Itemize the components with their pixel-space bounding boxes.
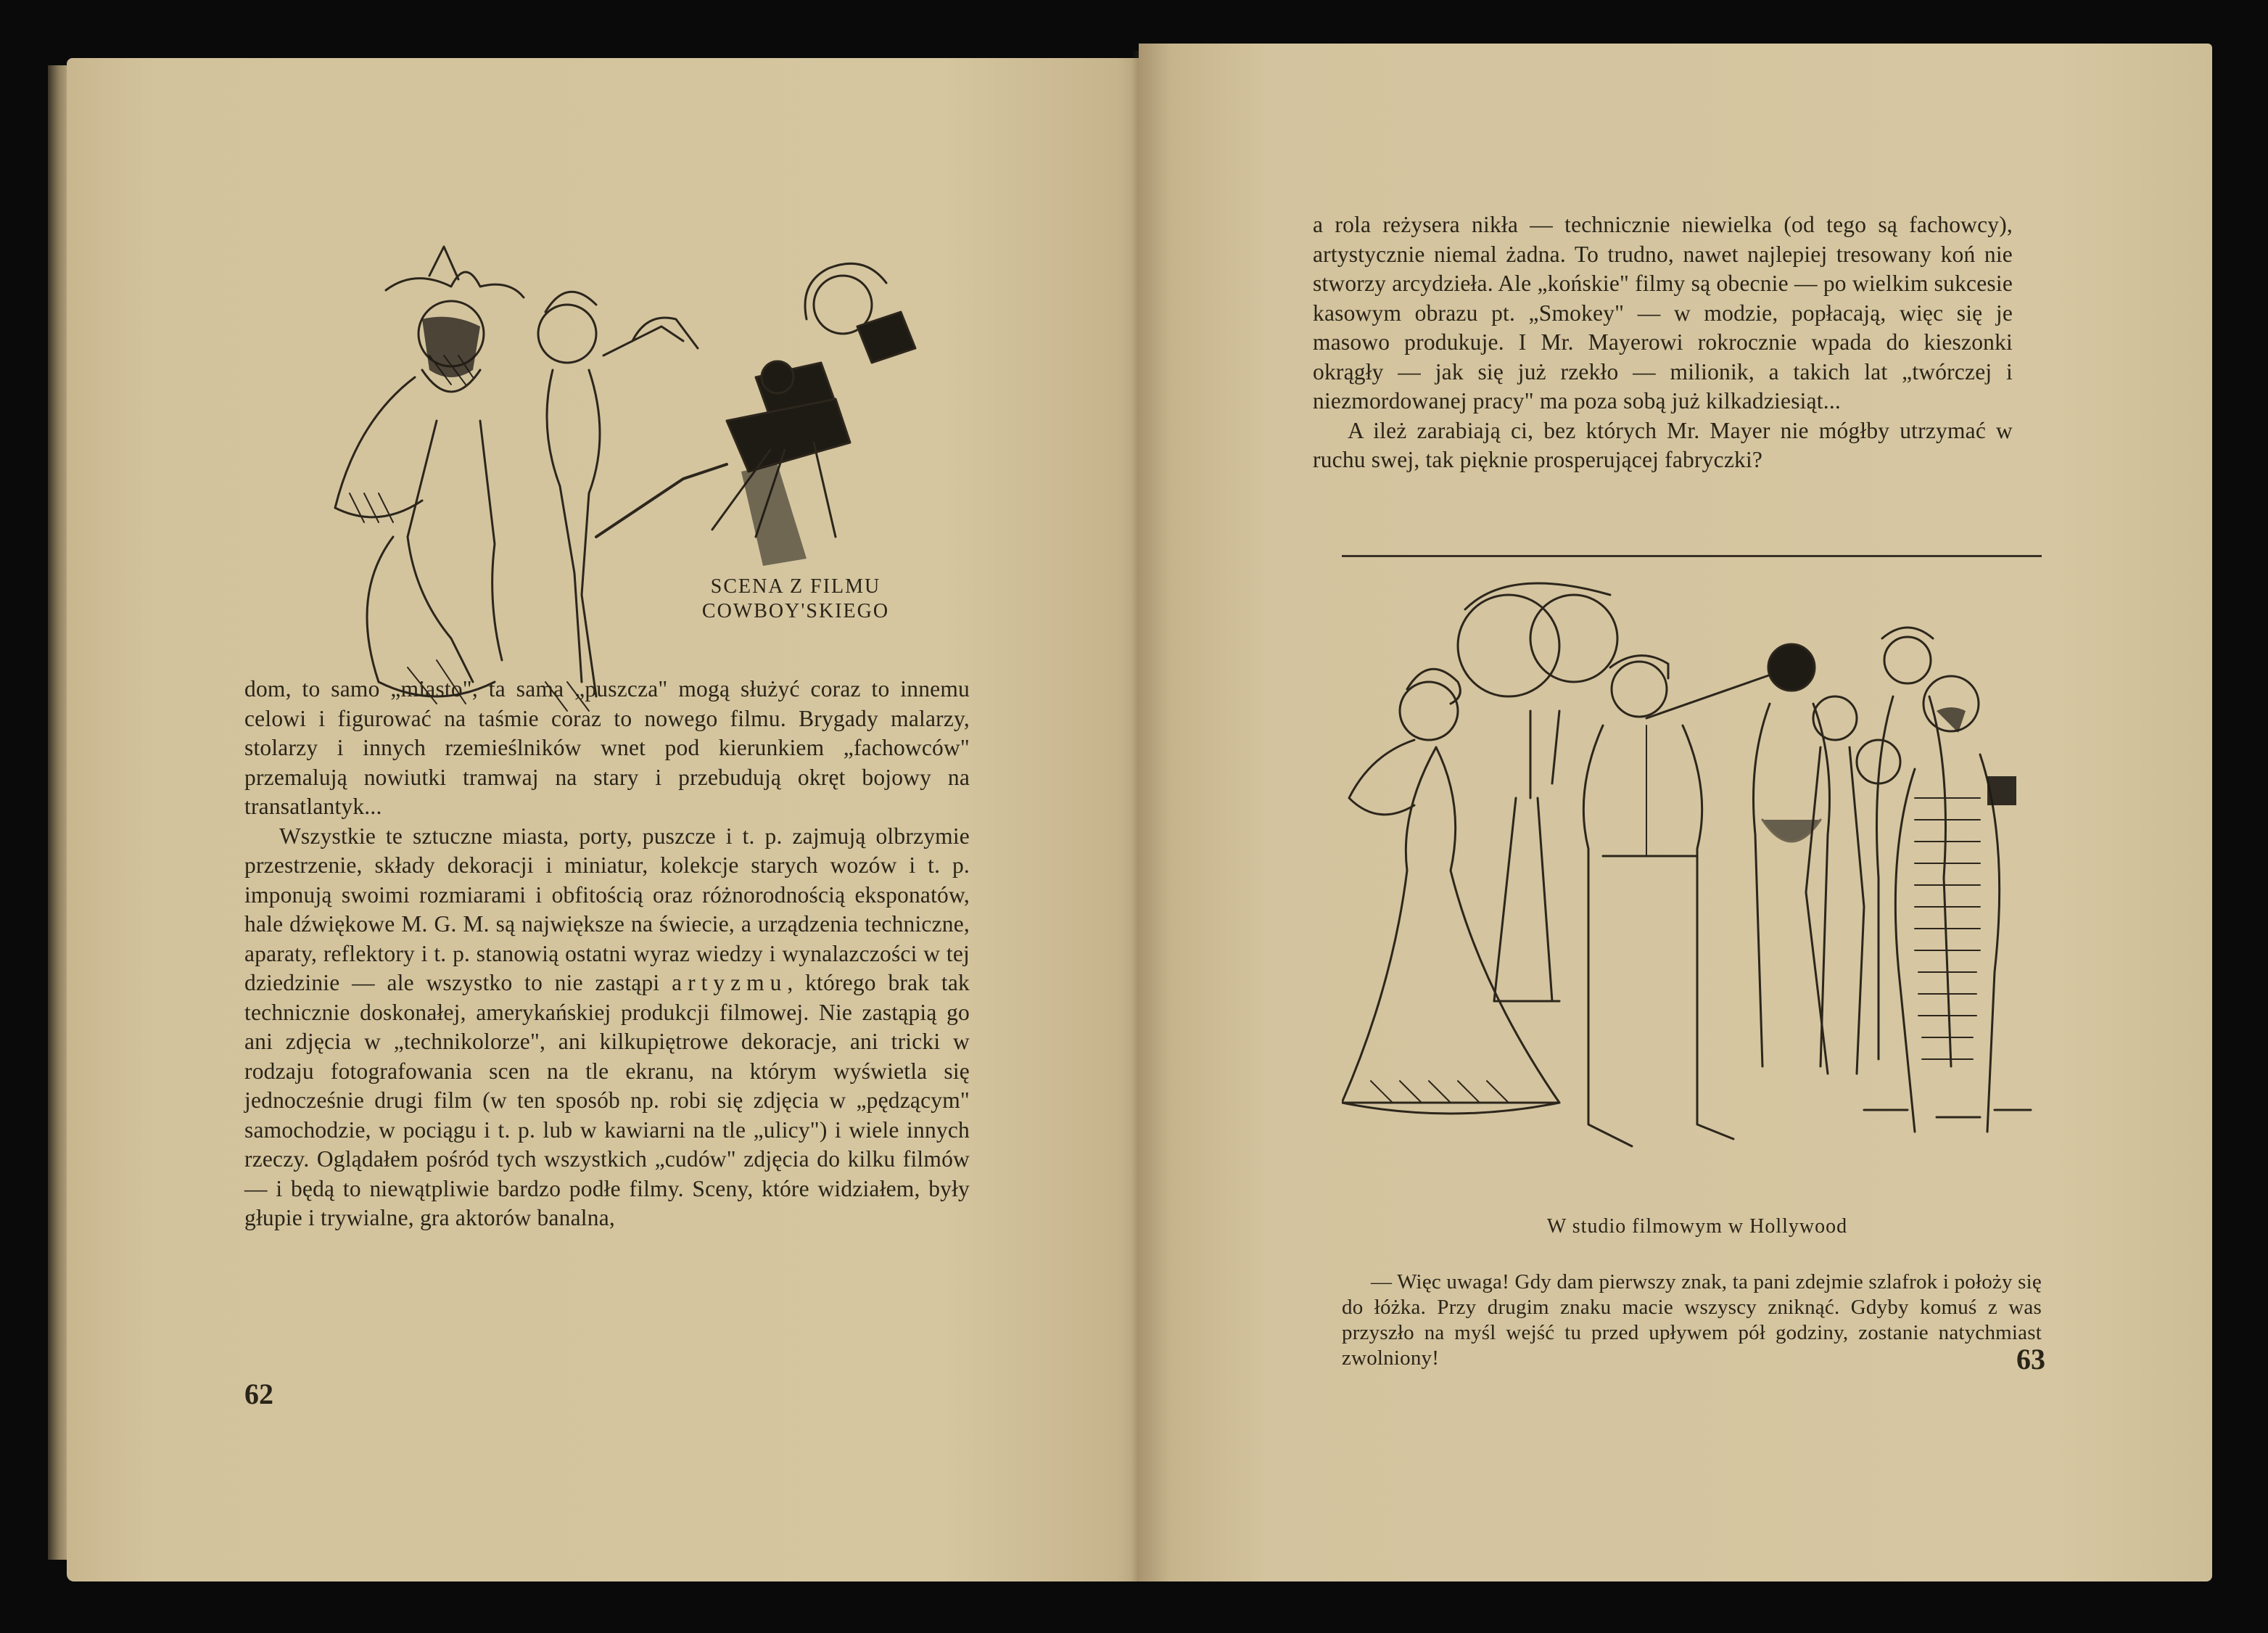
- right-body-text: [1313, 210, 2013, 475]
- left-paragraph-2-part-2: , którego brak tak technicznie doskonałej, amerykańskiej produkcji filmowej. Nie zastąpią go ani zdjęcia w „technikolorze", ani kilkupiętrowe dekoracje, ani tricki w rodzaju fotografowania scen na tle ekranu, na którym wyświetla się jednocześnie drugi film (w ten sposób np. robi się zdjęcia w „pędzącym" samochodzie, w pociągu i t. p. lub w kawiarni na tle „ulicy") i wiele innych rzeczy. Oglądałem pośród tych wszystkich „cudów" zdjęcia do kilku filmów — i będą to niewątpliwie bardzo podłe filmy. Sceny, które widziałem, były głupie i trywialne, gra aktorów banalna,: [244, 970, 970, 1230]
- left-body-text: [244, 675, 970, 1233]
- right-paragraph-2: A ileż zarabiają ci, bez których Mr. Mayer nie mógłby utrzymać w ruchu swej, tak pięknie prosperującej fabryczki?: [1313, 417, 2013, 472]
- caption-line-2: COWBOY'SKIEGO: [701, 600, 890, 622]
- caption-line-1: SCENA Z FILMU: [710, 575, 881, 598]
- emphasized-word-artyzmu: artyzmu: [672, 970, 788, 995]
- left-paragraph-2-part-1: Wszystkie te sztuczne miasta, porty, puszcze i t. p. zajmują olbrzymie przestrzenie, składy dekoracji i miniatur, kolekcje starych wozów i t. p. imponują swoimi rozmiarami i obfitością oraz różnorodnością eksponatów, hale dźwiękowe M. G. M. są największe na świecie, a urządzenia techniczne, aparaty, reflektory i t. p. stanowią ostatni wyraz wiedzy i wynalazczości w tej dziedzinie — ale wszystko to nie zastąpi: [244, 823, 970, 995]
- left-page: [67, 58, 1160, 1581]
- right-paragraph-1: a rola reżysera nikła — technicznie niewielka (od tego są fachowcy), artystycznie niemal żadna. To trudno, nawet najlepiej tresowany koń nie stworzy arcydzieła. Ale „końskie" filmy są obecnie — po wielkim sukcesie kasowym obrazu pt. „Smokey" — w modzie, popłacają, więc się je masowo produkuje. I Mr. Mayerowi rokrocznie wpada do kieszonki okrągły — jak się już rzekło — milionik, a takich lat „twórczej i niezmordowanej pracy" ma poza sobą już kilkadziesiąt...: [1313, 212, 2013, 414]
- page-number-left: 62: [244, 1378, 273, 1410]
- page-number-right: 63: [2016, 1343, 2045, 1375]
- horizontal-rule: [1342, 555, 2042, 557]
- hollywood-studio-cartoon: [1342, 580, 2045, 1204]
- left-paragraph-1: dom, to samo „miasto", ta sama „puszcza" mogą służyć coraz to innemu celowi i figurować na taśmie coraz to nowego filmu. Brygady malarzy, stolarzy i innych rzemieślników wnet pod kierunkiem „fachowców" przemalują nowiutki tramwaj na stary i przebudują okręt bojowy na transatlantyk...: [244, 676, 970, 819]
- left-paragraph-2: [244, 822, 970, 1233]
- illustration-caption: [687, 575, 904, 624]
- cartoon-dialogue-caption: — Więc uwaga! Gdy dam pierwszy znak, ta pani zdejmie szlafrok i położy się do łóżka. Przy drugim znaku macie wszyscy zniknąć. Gdyby komuś z was przyszło na myśl wejść tu przed upływem pół godziny, zostanie natychmiast zwolniony!: [1342, 1270, 2042, 1370]
- studio-illustration-caption: W studio filmowym w Hollywood: [1546, 1215, 1848, 1238]
- cowboy-film-scene-illustration: [306, 232, 959, 725]
- right-page: [1139, 44, 2212, 1581]
